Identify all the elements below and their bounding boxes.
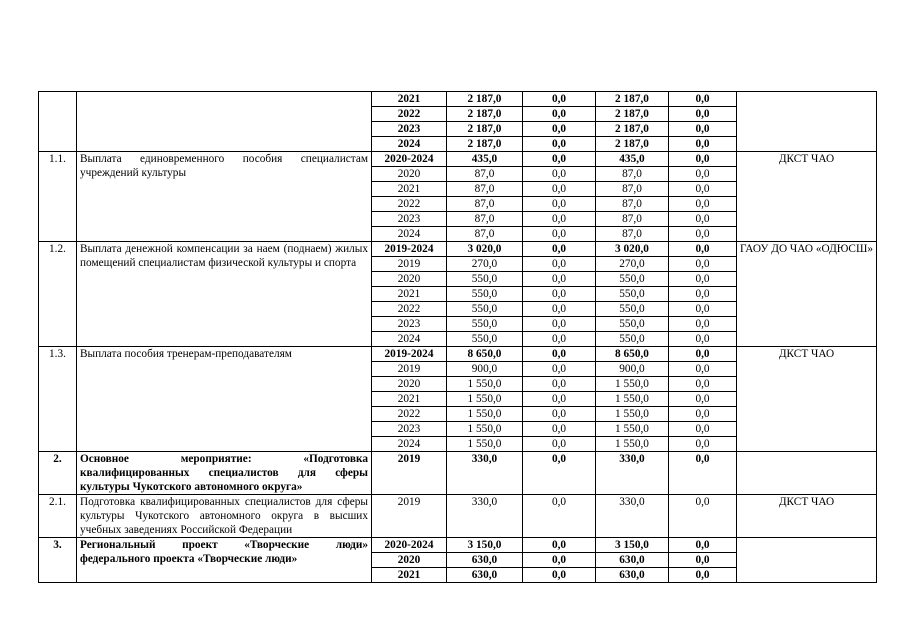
source-2-cell: 435,0 [596, 152, 669, 167]
total-cell: 1 550,0 [447, 422, 523, 437]
total-cell: 1 550,0 [447, 407, 523, 422]
source-2-cell: 330,0 [596, 495, 669, 538]
source-3-cell: 0,0 [669, 422, 737, 437]
source-2-cell: 2 187,0 [596, 122, 669, 137]
source-3-cell: 0,0 [669, 92, 737, 107]
executor-cell: ДКСТ ЧАО [737, 152, 877, 242]
year-cell: 2024 [372, 227, 447, 242]
source-1-cell: 0,0 [523, 422, 596, 437]
source-3-cell: 0,0 [669, 242, 737, 257]
source-3-cell: 0,0 [669, 212, 737, 227]
total-cell: 2 187,0 [447, 137, 523, 152]
year-cell: 2019 [372, 495, 447, 538]
table-row [39, 495, 877, 538]
source-2-cell: 3 020,0 [596, 242, 669, 257]
year-cell: 2024 [372, 437, 447, 452]
year-cell: 2021 [372, 287, 447, 302]
source-1-cell: 0,0 [523, 287, 596, 302]
total-cell: 87,0 [447, 197, 523, 212]
year-cell: 2019 [372, 452, 447, 495]
executor-cell [737, 452, 877, 495]
source-3-cell: 0,0 [669, 302, 737, 317]
source-3-cell: 0,0 [669, 377, 737, 392]
total-cell: 87,0 [447, 167, 523, 182]
source-3-cell: 0,0 [669, 272, 737, 287]
year-cell: 2019 [372, 257, 447, 272]
source-1-cell: 0,0 [523, 212, 596, 227]
year-cell: 2021 [372, 392, 447, 407]
source-3-cell: 0,0 [669, 182, 737, 197]
source-2-cell: 900,0 [596, 362, 669, 377]
item-number: 1.2. [39, 242, 77, 347]
total-cell: 900,0 [447, 362, 523, 377]
source-3-cell: 0,0 [669, 197, 737, 212]
source-2-cell: 87,0 [596, 197, 669, 212]
source-2-cell: 1 550,0 [596, 407, 669, 422]
year-cell: 2022 [372, 107, 447, 122]
source-3-cell: 0,0 [669, 362, 737, 377]
source-2-cell: 87,0 [596, 182, 669, 197]
year-cell: 2023 [372, 212, 447, 227]
source-3-cell: 0,0 [669, 287, 737, 302]
item-number: 2. [39, 452, 77, 495]
table-row [39, 242, 877, 257]
source-2-cell: 2 187,0 [596, 107, 669, 122]
item-number: 3. [39, 538, 77, 583]
executor-cell [737, 92, 877, 152]
source-1-cell: 0,0 [523, 182, 596, 197]
total-cell: 8 650,0 [447, 347, 523, 362]
item-number: 2.1. [39, 495, 77, 538]
source-2-cell: 630,0 [596, 553, 669, 568]
table-row [39, 92, 877, 107]
total-cell: 2 187,0 [447, 107, 523, 122]
source-1-cell: 0,0 [523, 437, 596, 452]
total-cell: 630,0 [447, 568, 523, 583]
source-2-cell: 550,0 [596, 287, 669, 302]
source-3-cell: 0,0 [669, 257, 737, 272]
total-cell: 1 550,0 [447, 437, 523, 452]
source-3-cell: 0,0 [669, 437, 737, 452]
year-cell: 2020 [372, 553, 447, 568]
source-3-cell: 0,0 [669, 317, 737, 332]
source-3-cell: 0,0 [669, 407, 737, 422]
source-1-cell: 0,0 [523, 332, 596, 347]
source-1-cell: 0,0 [523, 257, 596, 272]
year-cell: 2021 [372, 568, 447, 583]
year-cell: 2023 [372, 122, 447, 137]
source-1-cell: 0,0 [523, 272, 596, 287]
executor-cell: ДКСТ ЧАО [737, 347, 877, 452]
total-cell: 550,0 [447, 317, 523, 332]
source-1-cell: 0,0 [523, 538, 596, 553]
item-name: Региональный проект «Творческие люди» федерального проекта «Творческие люди» [77, 538, 372, 583]
source-1-cell: 0,0 [523, 362, 596, 377]
source-2-cell: 2 187,0 [596, 137, 669, 152]
executor-cell: ДКСТ ЧАО [737, 495, 877, 538]
item-number: 1.1. [39, 152, 77, 242]
year-cell: 2022 [372, 302, 447, 317]
source-3-cell: 0,0 [669, 152, 737, 167]
year-cell: 2020 [372, 272, 447, 287]
source-2-cell: 1 550,0 [596, 437, 669, 452]
total-cell: 2 187,0 [447, 122, 523, 137]
source-1-cell: 0,0 [523, 553, 596, 568]
source-2-cell: 550,0 [596, 302, 669, 317]
item-name: Подготовка квалифицированных специалистов для сферы культуры Чукотского автономного округа в высших учебных заведениях Российской Федерации [77, 495, 372, 538]
item-name: Выплата единовременного пособия специалистам учреждений культуры [77, 152, 372, 242]
total-cell: 330,0 [447, 452, 523, 495]
total-cell: 87,0 [447, 212, 523, 227]
year-cell: 2021 [372, 182, 447, 197]
source-1-cell: 0,0 [523, 137, 596, 152]
source-1-cell: 0,0 [523, 227, 596, 242]
source-1-cell: 0,0 [523, 167, 596, 182]
year-cell: 2019-2024 [372, 242, 447, 257]
executor-cell: ГАОУ ДО ЧАО «ОДЮСШ» [737, 242, 877, 347]
source-1-cell: 0,0 [523, 92, 596, 107]
year-cell: 2024 [372, 137, 447, 152]
item-name [77, 92, 372, 152]
year-cell: 2020-2024 [372, 152, 447, 167]
source-2-cell: 550,0 [596, 272, 669, 287]
year-cell: 2022 [372, 197, 447, 212]
source-3-cell: 0,0 [669, 137, 737, 152]
source-2-cell: 1 550,0 [596, 377, 669, 392]
year-cell: 2023 [372, 422, 447, 437]
funding-table [38, 91, 877, 583]
source-2-cell: 2 187,0 [596, 92, 669, 107]
source-1-cell: 0,0 [523, 568, 596, 583]
year-cell: 2023 [372, 317, 447, 332]
total-cell: 270,0 [447, 257, 523, 272]
source-1-cell: 0,0 [523, 377, 596, 392]
source-2-cell: 87,0 [596, 167, 669, 182]
source-3-cell: 0,0 [669, 107, 737, 122]
source-2-cell: 550,0 [596, 332, 669, 347]
source-2-cell: 270,0 [596, 257, 669, 272]
year-cell: 2020-2024 [372, 538, 447, 553]
year-cell: 2022 [372, 407, 447, 422]
source-3-cell: 0,0 [669, 568, 737, 583]
source-1-cell: 0,0 [523, 197, 596, 212]
source-1-cell: 0,0 [523, 107, 596, 122]
total-cell: 330,0 [447, 495, 523, 538]
year-cell: 2020 [372, 377, 447, 392]
source-3-cell: 0,0 [669, 452, 737, 495]
source-2-cell: 550,0 [596, 317, 669, 332]
total-cell: 3 020,0 [447, 242, 523, 257]
source-2-cell: 1 550,0 [596, 392, 669, 407]
source-1-cell: 0,0 [523, 392, 596, 407]
year-cell: 2019 [372, 362, 447, 377]
year-cell: 2021 [372, 92, 447, 107]
item-number [39, 92, 77, 152]
source-3-cell: 0,0 [669, 538, 737, 553]
total-cell: 1 550,0 [447, 392, 523, 407]
item-number: 1.3. [39, 347, 77, 452]
source-3-cell: 0,0 [669, 392, 737, 407]
source-1-cell: 0,0 [523, 317, 596, 332]
year-cell: 2020 [372, 167, 447, 182]
source-1-cell: 0,0 [523, 302, 596, 317]
source-1-cell: 0,0 [523, 347, 596, 362]
source-1-cell: 0,0 [523, 495, 596, 538]
source-2-cell: 630,0 [596, 568, 669, 583]
source-3-cell: 0,0 [669, 332, 737, 347]
source-1-cell: 0,0 [523, 122, 596, 137]
source-2-cell: 3 150,0 [596, 538, 669, 553]
source-2-cell: 8 650,0 [596, 347, 669, 362]
total-cell: 1 550,0 [447, 377, 523, 392]
source-2-cell: 330,0 [596, 452, 669, 495]
table-row [39, 452, 877, 495]
source-2-cell: 1 550,0 [596, 422, 669, 437]
total-cell: 2 187,0 [447, 92, 523, 107]
source-1-cell: 0,0 [523, 452, 596, 495]
source-1-cell: 0,0 [523, 152, 596, 167]
total-cell: 630,0 [447, 553, 523, 568]
item-name: Выплата пособия тренерам-преподавателям [77, 347, 372, 452]
source-2-cell: 87,0 [596, 227, 669, 242]
year-cell: 2019-2024 [372, 347, 447, 362]
total-cell: 435,0 [447, 152, 523, 167]
total-cell: 3 150,0 [447, 538, 523, 553]
table-row [39, 152, 877, 167]
source-3-cell: 0,0 [669, 347, 737, 362]
source-3-cell: 0,0 [669, 227, 737, 242]
total-cell: 550,0 [447, 302, 523, 317]
table-row [39, 538, 877, 553]
source-1-cell: 0,0 [523, 407, 596, 422]
source-3-cell: 0,0 [669, 167, 737, 182]
source-1-cell: 0,0 [523, 242, 596, 257]
table-row [39, 347, 877, 362]
source-3-cell: 0,0 [669, 553, 737, 568]
item-name: Выплата денежной компенсации за наем (поднаем) жилых помещений специалистам физической культуры и спорта [77, 242, 372, 347]
total-cell: 550,0 [447, 287, 523, 302]
total-cell: 87,0 [447, 227, 523, 242]
source-2-cell: 87,0 [596, 212, 669, 227]
total-cell: 550,0 [447, 272, 523, 287]
source-3-cell: 0,0 [669, 495, 737, 538]
item-name: Основное мероприятие: «Подготовка квалифицированных специалистов для сферы культуры Чукотского автономного округа» [77, 452, 372, 495]
total-cell: 550,0 [447, 332, 523, 347]
year-cell: 2024 [372, 332, 447, 347]
total-cell: 87,0 [447, 182, 523, 197]
executor-cell [737, 538, 877, 583]
source-3-cell: 0,0 [669, 122, 737, 137]
